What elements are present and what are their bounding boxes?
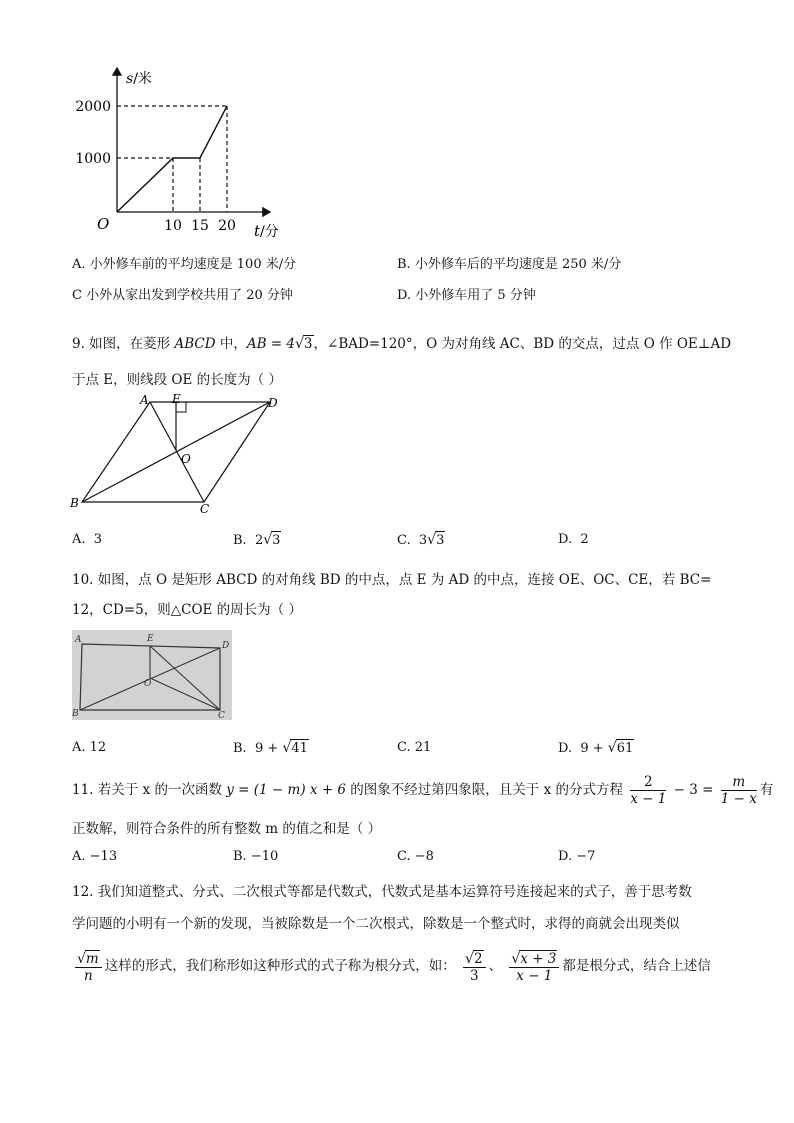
q8-option-b: B. 小外修车后的平均速度是 250 米/分 <box>397 257 622 272</box>
x-tick-20: 20 <box>218 218 236 234</box>
q12-stem-line2: 学问题的小明有一个新的发现，当被除数是一个二次根式，除数是一个整式时，求得的商就会出现类似 <box>72 916 680 932</box>
q9-option-a: A. 3 <box>72 532 103 547</box>
label-E: E <box>172 392 181 406</box>
q9-stem-line2: 于点 E，则线段 OE 的长度为（ ） <box>72 372 282 388</box>
rhombus-figure <box>68 390 288 518</box>
q8-option-d: D. 小外修车用了 5 分钟 <box>397 288 536 303</box>
label-D: D <box>268 396 278 410</box>
q9-option-c: C. 3√3 <box>397 532 445 548</box>
x-tick-10: 10 <box>164 218 182 234</box>
y-tick-1000: 1000 <box>75 151 111 167</box>
q12-stem-line3: $\frac{√m}{n}$ 这样的形式，我们称形如这种形式的式子称为根分式，如： $\frac{√2}{3}$ 、 $\frac{√x + 3}{x - 1}$ 都是根分式，结合上述信 <box>77 950 711 984</box>
label-E: E <box>147 634 154 644</box>
label-A: A <box>140 393 149 407</box>
label-C: C <box>218 711 225 721</box>
x-tick-15: 15 <box>191 218 209 234</box>
q11-option-d: D. −7 <box>558 849 596 864</box>
q8-option-c: C 小外从家出发到学校共用了 20 分钟 <box>72 288 293 303</box>
q10-stem-line2: 12，CD=5，则△COE 的周长为（ ） <box>72 602 302 618</box>
q10-option-b: B. 9 + √41 <box>233 740 308 756</box>
q11-option-b: B. −10 <box>233 849 279 864</box>
label-D: D <box>222 641 230 651</box>
label-C: C <box>200 502 210 516</box>
q11-stem-line1: 11. 若关于 x 的一次函数 y = (1 − m) x + 6 的图象不经过第四象限，且关于 x 的分式方程 $\frac{2}{x - 1}$ − 3 = $\frac{m}{1 - x}$ 有 <box>72 774 774 807</box>
q8-option-a: A. 小外修车前的平均速度是 100 米/分 <box>72 257 297 272</box>
q9-option-b: B. 2√3 <box>233 532 281 548</box>
label-A: A <box>75 635 82 645</box>
q10-option-d: D. 9 + √61 <box>558 740 634 756</box>
q11-stem-line2: 正数解，则符合条件的所有整数 m 的值之和是（ ） <box>72 821 382 837</box>
label-O: O <box>144 679 152 689</box>
label-B: B <box>72 709 79 719</box>
label-O: O <box>181 452 191 466</box>
q9-option-d: D. 2 <box>558 532 589 547</box>
q12-stem-line1: 12. 我们知道整式、分式、二次根式等都是代数式，代数式是基本运算符号连接起来的式子，善于思考数 <box>72 884 692 900</box>
origin-label: O <box>97 215 110 233</box>
distance-time-graph <box>75 60 300 250</box>
q11-option-c: C. −8 <box>397 849 434 864</box>
q9-stem-line1: 9. 如图，在菱形 ABCD 中，AB = 4√3，∠BAD=120°，O 为对角线 AC、BD 的交点，过点 O 作 OE⊥AD <box>72 336 732 352</box>
q10-stem-line1: 10. 如图，点 O 是矩形 ABCD 的对角线 BD 的中点，点 E 为 AD 的中点，连接 OE、OC、CE，若 BC= <box>72 572 712 588</box>
q10-option-a: A. 12 <box>72 740 107 755</box>
label-B: B <box>70 496 79 510</box>
y-tick-2000: 2000 <box>75 99 111 115</box>
x-axis-label: t/分 <box>254 222 279 240</box>
rectangle-figure <box>72 630 232 720</box>
distance-line <box>117 106 227 212</box>
y-axis-label: s/米 <box>126 71 152 87</box>
q11-option-a: A. −13 <box>72 849 118 864</box>
q10-option-c: C. 21 <box>397 740 432 755</box>
